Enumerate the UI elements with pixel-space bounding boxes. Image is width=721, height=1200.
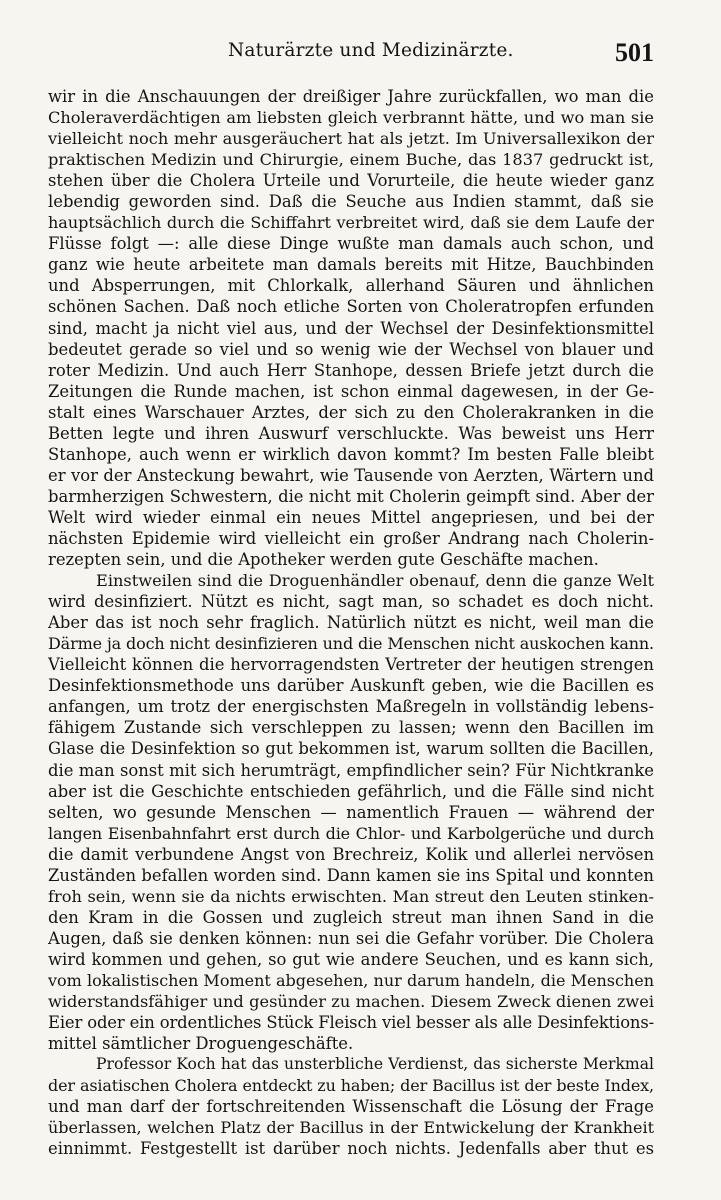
text-line: bedeutet gerade so viel und so wenig wie der Wechsel von blauer und [48,339,654,359]
text-line: Flüsse folgt —: alle diese Dinge wußte man damals auch schon, und [48,234,654,254]
text-line: Glase die Desinfektion so gut bekommen ist, warum sollten die Bacillen, [48,739,654,759]
paragraph-end-line: rezepten sein, und die Apotheker werden gute Geschäfte machen. [48,550,599,570]
text-line: die damit verbundene Angst von Brechreiz, Kolik und allerlei nervösen [48,844,654,864]
text-line: nächsten Epidemie wird vielleicht ein großer Andrang nach Cholerin- [48,528,654,548]
text-line: vom lokalistischen Moment abgesehen, nur darum handeln, die Menschen [48,970,654,990]
text-line: Desinfektionsmethode uns darüber Auskunft geben, wie die Bacillen es [48,676,654,696]
text-line: stalt eines Warschauer Arztes, der sich zu den Cholerakranken in die [48,402,654,422]
text-line: anfangen, um trotz der energischsten Maßregeln in vollständig lebens- [48,697,654,717]
text-line: fähigem Zustande sich verschleppen zu lassen; wenn den Bacillen im [48,718,654,738]
text-line: und man darf der fortschreitenden Wissenschaft die Lösung der Frage [48,1097,654,1117]
text-line: roter Medizin. Und auch Herr Stanhope, dessen Briefe jetzt durch die [48,360,654,380]
text-line: praktischen Medizin und Chirurgie, einem Buche, das 1837 gedruckt ist, [48,150,654,170]
text-line: und Absperrungen, mit Chlorkalk, allerhand Säuren und ähnlichen [48,276,654,296]
text-line: wir in die Anschauungen der dreißiger Jahre zurückfallen, wo man die [48,87,654,106]
text-line: er vor der Ansteckung bewahrt, wie Tausende von Aerzten, Wärtern und [48,465,654,485]
text-line: barmherzigen Schwestern, die nicht mit Cholerin geimpft sind. Aber der [48,486,654,506]
text-line: Därme ja doch nicht desinfizieren und die Menschen nicht auskochen kann. [48,634,654,654]
text-line: Zeitungen die Runde machen, ist schon einmal dagewesen, in der Ge- [48,381,654,401]
text-line: Augen, daß sie denken können: nun sei die Gefahr vorüber. Die Cholera [48,928,654,948]
text-line: Choleraverdächtigen am liebsten gleich verbrannt hätte, und wo man sie [48,108,654,128]
text-line: wird kommen und gehen, so gut wie andere Seuchen, und es kann sich, [48,949,654,969]
running-head: Naturärzte und Medizinärzte. [228,40,514,61]
text-line: sind, macht ja nicht viel aus, und der Wechsel der Desinfektionsmittel [48,318,654,338]
paragraph-end-line: mittel sämtlicher Droguengeschäfte. [48,1034,354,1054]
text-line: vielleicht noch mehr ausgeräuchert hat als jetzt. Im Universallexikon der [48,129,654,149]
text-line: aber ist die Geschichte entschieden gefährlich, und die Fälle sind nicht [48,781,654,801]
text-line: überlassen, welchen Platz der Bacillus in der Entwickelung der Krankheit [48,1118,654,1138]
text-line: Betten legte und ihren Auswurf verschluckte. Was beweist uns Herr [48,423,654,443]
paragraph-start-line: Professor Koch hat das unsterbliche Verdienst, das sicherste Merkmal [96,1055,654,1074]
page-header [48,38,654,78]
text-line: den Kram in die Gossen und zugleich streut man ihnen Sand in die [48,907,654,927]
text-line: Stanhope, auch wenn er wirklich davon kommt? Im besten Falle bleibt [48,444,654,464]
text-line: der asiatischen Cholera entdeckt zu haben; der Bacillus ist der beste Index, [48,1076,654,1096]
page-number: 501 [615,38,654,67]
text-line: Zuständen befallen worden sind. Dann kamen sie ins Spital und konnten [48,865,654,885]
body-text [48,86,654,1159]
text-line: Aber das ist noch sehr fraglich. Natürlich nützt es nicht, weil man die [48,613,654,633]
text-line: lebendig geworden sind. Daß die Seuche aus Indien stammt, daß sie [48,192,654,212]
text-line: Welt wird wieder einmal ein neues Mittel angepriesen, und bei der [48,507,654,527]
paragraph-start-line: Einstweilen sind die Droguenhändler obenauf, denn die ganze Welt [96,571,654,591]
text-line: Eier oder ein ordentliches Stück Fleisch viel besser als alle Desinfektions- [48,1013,654,1033]
text-line: wird desinfiziert. Nützt es nicht, sagt man, so schadet es doch nicht. [48,592,654,612]
text-line: langen Eisenbahnfahrt erst durch die Chlor- und Karbolgerüche und durch [48,823,654,843]
text-line: ganz wie heute arbeitete man damals bereits mit Hitze, Bauchbinden [48,255,654,275]
text-line: widerstandsfähiger und gesünder zu machen. Diesem Zweck dienen zwei [48,992,654,1012]
text-line: die man sonst mit sich herumträgt, empfindlicher sein? Für Nichtkranke [48,760,654,780]
text-line: Vielleicht können die hervorragendsten Vertreter der heutigen strengen [48,655,654,675]
text-line: froh sein, wenn sie da nichts erwischten. Man streut den Leuten stinken- [48,886,654,906]
text-line: selten, wo gesunde Menschen — namentlich Frauen — während der [48,802,654,822]
text-line: schönen Sachen. Daß noch etliche Sorten von Choleratropfen erfunden [48,297,654,317]
text-line: einnimmt. Festgestellt ist darüber noch nichts. Jedenfalls aber thut es [48,1139,654,1159]
text-line: stehen über die Cholera Urteile und Vorurteile, die heute wieder ganz [48,171,654,191]
text-line: hauptsächlich durch die Schiffahrt verbreitet wird, daß sie dem Laufe der [48,213,654,233]
